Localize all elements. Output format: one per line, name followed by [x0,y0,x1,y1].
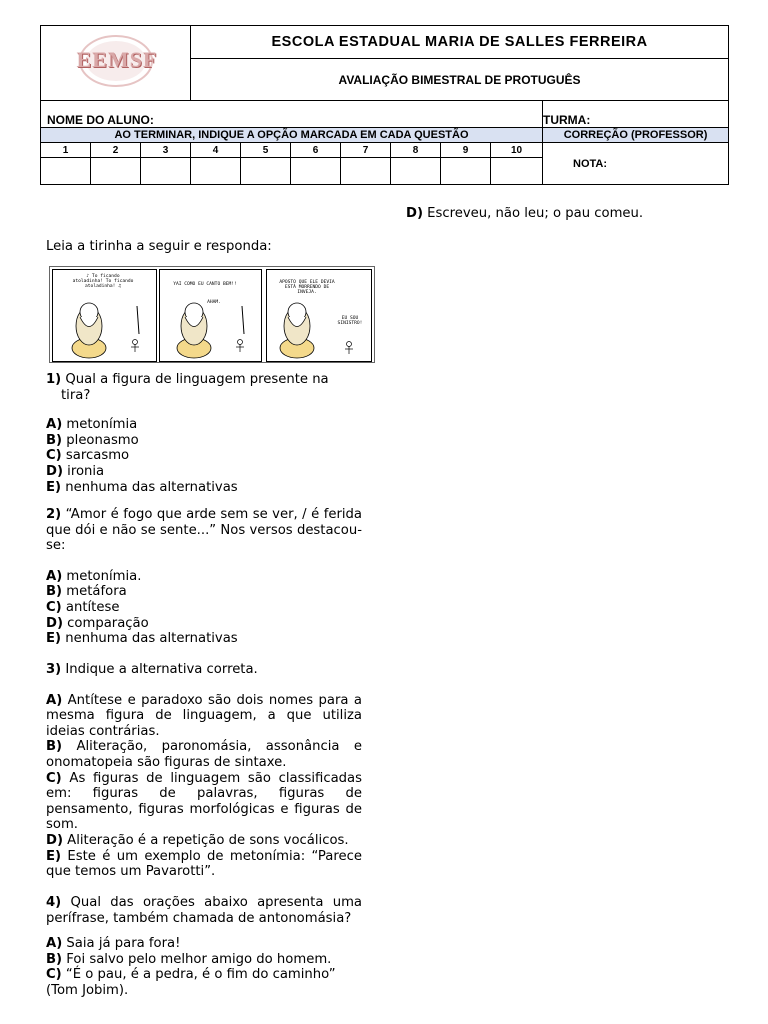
comic-panel-1 [52,269,157,362]
question-number: 3) [46,662,62,677]
option-letter: C) [46,599,62,615]
question-option-continued [406,206,643,221]
question-stem [46,507,362,554]
option-text: As figuras de linguagem são classificadas em: figuras de palavras, figuras de pensamento, figuras morfológicas e figuras de som. [46,770,362,833]
answer-box[interactable] [391,158,441,185]
answer-number: 10 [491,143,543,158]
option[interactable] [46,584,362,600]
question-2 [46,507,362,647]
school-logo [76,34,158,88]
option-letter: E) [46,479,62,495]
option-text: metonímia [62,417,138,433]
option-text: Escreveu, não leu; o pau comeu. [422,206,644,221]
option-text: Este é um exemplo de metonímia: “Parece que temos um Pavarotti”. [46,848,362,880]
option[interactable] [46,952,362,968]
answer-box[interactable] [491,158,543,185]
comic-speech: AHAM. [207,300,221,305]
comic-intro: Leia a tirinha a seguir e responda: [46,239,272,254]
question-number: 2) [46,507,62,522]
option-text: sarcasmo [61,448,130,464]
comic-speech: ♪ To ficando atoladinha! To ficando atoladinha! ♫ [72,274,134,290]
option-letter: B) [46,739,63,755]
class-label[interactable]: TURMA: [543,101,729,128]
option-text: Foi salvo pelo melhor amigo do homem. [62,951,332,967]
exam-title: AVALIAÇÃO BIMESTRAL DE PROTUGUÊS [191,59,729,101]
answer-number: 1 [41,143,91,158]
answer-number: 7 [341,143,391,158]
option-text: metonímia. [62,568,142,584]
option-letter: A) [46,417,63,433]
option-letter: C) [46,967,62,983]
exam-header [40,25,728,189]
answer-box[interactable] [241,158,291,185]
option-text: “É o pau, é a pedra, é o fim do caminho” (Tom Jobim). [46,967,336,998]
grade-label: NOTA: [543,143,729,185]
option[interactable] [46,693,362,740]
question-1 [46,372,362,495]
option-letter: B) [46,584,63,600]
comic-panel-2 [159,269,262,362]
option[interactable] [46,849,362,880]
option-letter: A) [46,568,63,584]
option[interactable] [46,967,362,998]
student-name-label[interactable]: NOME DO ALUNO: [41,101,543,128]
comic-strip [49,266,375,363]
question-stem [46,895,362,926]
option-letter: B) [46,951,63,967]
option[interactable] [46,936,362,952]
option[interactable] [46,569,362,585]
answer-number: 5 [241,143,291,158]
option[interactable] [46,771,362,833]
option-letter: D) [46,615,63,631]
option-text: Antítese e paradoxo são dois nomes para a mesma figura de linguagem, a que utiliza ideias contrárias. [46,692,362,739]
option-text: Saia já para fora! [62,936,181,952]
option[interactable] [46,417,362,433]
option-letter: A) [46,692,63,708]
option-text: nenhuma das alternativas [61,631,238,647]
option[interactable] [46,448,362,464]
school-name: ESCOLA ESTADUAL MARIA DE SALLES FERREIRA [191,26,729,59]
instruction-text: AO TERMINAR, INDIQUE A OPÇÃO MARCADA EM CADA QUESTÃO [41,128,543,143]
answer-number: 6 [291,143,341,158]
logo-text: EEMSF [76,46,158,72]
question-number: 1) [46,372,62,387]
option[interactable] [46,739,362,770]
answer-box[interactable] [341,158,391,185]
option-letter: A) [46,936,63,952]
comic-speech: EU SOU SINISTRO! [337,316,363,327]
option[interactable] [46,631,362,647]
question-text: Qual a figura de linguagem presente na tira? [61,372,329,403]
question-text: Indique a alternativa correta. [61,662,258,677]
option-text: Aliteração, paronomásia, assonância e onomatopeia são figuras de sintaxe. [46,739,362,770]
question-text: “Amor é fogo que arde sem se ver, / é ferida que dói e não se sente...” Nos versos destacou-se: [46,507,362,554]
answer-box[interactable] [41,158,91,185]
answer-number: 2 [91,143,141,158]
answer-box[interactable] [91,158,141,185]
answer-number: 8 [391,143,441,158]
option-text: Aliteração é a repetição de sons vocálicos. [62,832,349,848]
option-letter: D) [406,206,423,221]
answer-number: 4 [191,143,241,158]
option-letter: E) [46,848,62,864]
option-letter: C) [46,770,62,786]
option-letter: B) [46,432,63,448]
option-text: comparação [62,615,149,631]
question-4 [46,895,362,999]
question-stem [46,662,362,678]
option-text: antítese [61,599,120,615]
question-text: Qual das orações abaixo apresenta uma perífrase, também chamada de antonomásia? [46,895,362,926]
answer-box[interactable] [141,158,191,185]
question-stem [46,372,362,403]
answer-box[interactable] [291,158,341,185]
option-text: metáfora [62,584,127,600]
option[interactable] [46,616,362,632]
question-number: 4) [46,895,62,910]
option-text: nenhuma das alternativas [61,479,238,495]
option-text: ironia [62,463,105,479]
comic-speech: APOSTO QUE ELE DEVIA ESTÁ MORRENDO DE INVEJA. [279,280,335,296]
correction-label: CORREÇÃO (PROFESSOR) [543,128,729,143]
answer-number: 9 [441,143,491,158]
option-letter: C) [46,448,62,464]
option-text: pleonasmo [62,432,139,448]
comic-panel-3 [266,269,372,362]
option-letter: E) [46,631,62,647]
question-3 [46,662,362,880]
option-letter: D) [46,832,63,848]
answer-number: 3 [141,143,191,158]
comic-speech: YAI COMO EU CANTO BEM!! [173,282,237,287]
option[interactable] [46,833,362,849]
option[interactable] [46,600,362,616]
option-letter: D) [46,463,63,479]
option[interactable] [46,464,362,480]
answer-box[interactable] [191,158,241,185]
option[interactable] [46,480,362,496]
answer-box[interactable] [441,158,491,185]
logo-cell [41,26,191,101]
option[interactable] [46,433,362,449]
